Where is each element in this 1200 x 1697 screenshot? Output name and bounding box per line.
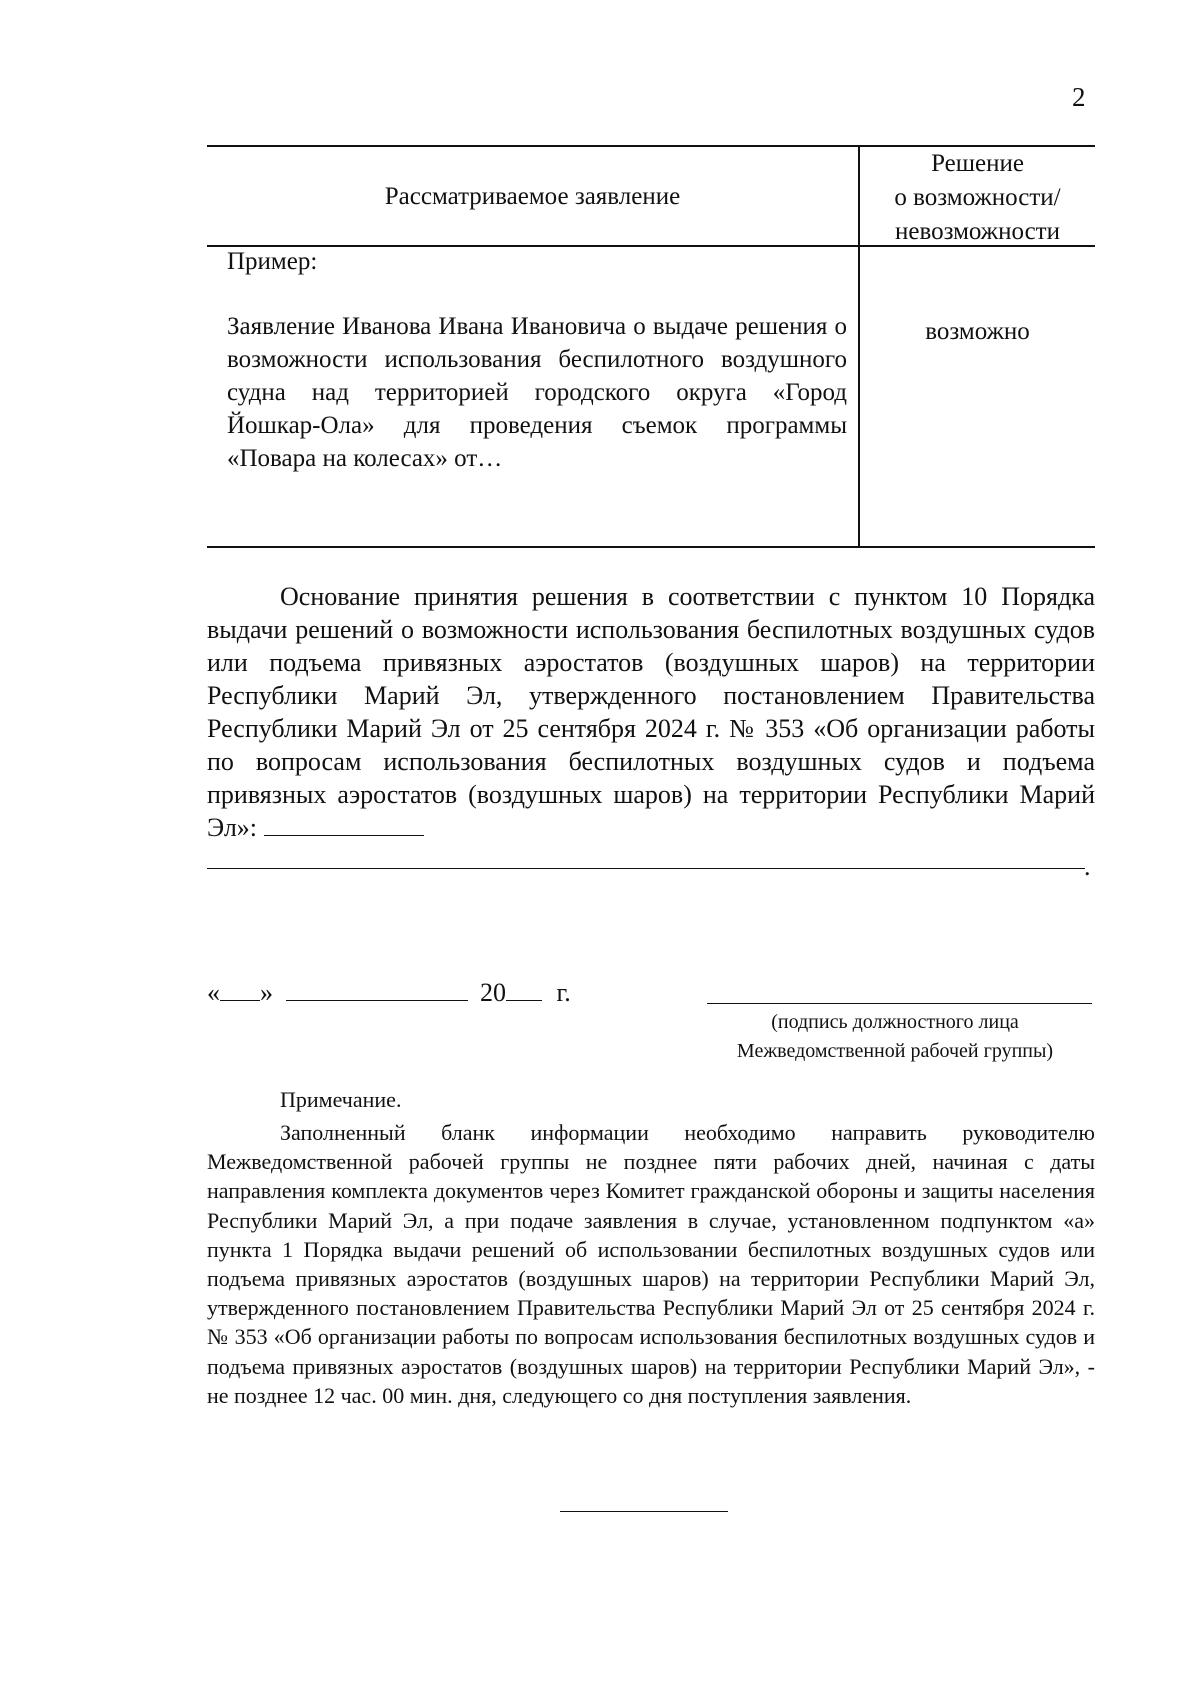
header-decision-line: Решение <box>931 150 1024 177</box>
month-blank[interactable] <box>286 978 468 1001</box>
date-open-quote: « <box>207 978 220 1007</box>
basis-blank-line[interactable] <box>207 868 1085 869</box>
note-paragraph <box>207 1118 1095 1410</box>
note-title: Примечание. <box>280 1087 402 1112</box>
date-close-quote: » <box>260 978 273 1007</box>
example-label: Пример: <box>227 248 318 275</box>
year-prefix: 20 <box>480 978 506 1007</box>
signature-line[interactable] <box>707 1003 1092 1004</box>
header-decision <box>860 147 1095 249</box>
year-suffix: г. <box>556 978 571 1007</box>
note-text: Заполненный бланк информации необходимо направить руководителю Межведомственной рабочей группы не позднее пяти рабочих дней, начиная с даты направления комплекта документов через Комитет гражданской обороны и защиты населения Республики Марий Эл, а при подаче заявления в случае, установленном подпунктом «а» пункта 1 Порядка выдачи решений об использовании беспилотных воздушных судов или подъема привязных аэростатов (воздушных шаров) на территории Республики Марий Эл, утвержденного постановлением Правительства Республики Марий Эл от 25 сентября 2024 г. № 353 «Об организации работы по вопросам использования беспилотных воздушных судов и подъема привязных аэростатов (воздушных шаров) на территории Республики Марий Эл», - не позднее 12 час. 00 мин. дня, следующего со дня поступления заявления. <box>207 1120 1095 1408</box>
end-divider <box>560 1511 728 1512</box>
signature-caption-line: (подпись должностного лица <box>771 1011 1019 1033</box>
example-statement: Заявление Иванова Ивана Ивановича о выдаче решения о возможности использования беспилотного воздушного судна над территорией городского округа «Город Йошкар-Ола» для проведения съемок программы «Повара на колесах» от… <box>227 313 847 472</box>
table-bottom-border <box>207 546 1095 548</box>
signature-caption <box>700 1008 1090 1066</box>
year-blank[interactable] <box>506 978 542 1001</box>
basis-paragraph <box>207 580 1095 844</box>
header-decision-line: невозможности <box>894 218 1060 245</box>
example-decision: возможно <box>925 318 1030 345</box>
decision-table <box>207 145 1095 548</box>
basis-blank-field[interactable] <box>264 815 424 836</box>
date-field <box>207 978 571 1008</box>
day-blank[interactable] <box>220 978 260 1001</box>
header-decision-line: о возможности/ <box>894 184 1061 211</box>
page-number: 2 <box>1072 82 1086 112</box>
signature-caption-line: Межведомственной рабочей группы) <box>736 1040 1054 1062</box>
basis-text: Основание принятия решения в соответствии с пунктом 10 Порядка выдачи решений о возможности использования беспилотных воздушных судов или подъема привязных аэростатов (воздушных шаров) на территории Республики Марий Эл, утвержденного постановлением Правительства Республики Марий Эл от 25 сентября 2024 г. № 353 «Об организации работы по вопросам использования беспилотных воздушных судов и подъема привязных аэростатов (воздушных шаров) на территории Республики Марий Эл»: <box>207 582 1095 842</box>
header-statement: Рассматриваемое заявление <box>384 183 681 210</box>
basis-end-mark: . <box>1084 852 1091 881</box>
